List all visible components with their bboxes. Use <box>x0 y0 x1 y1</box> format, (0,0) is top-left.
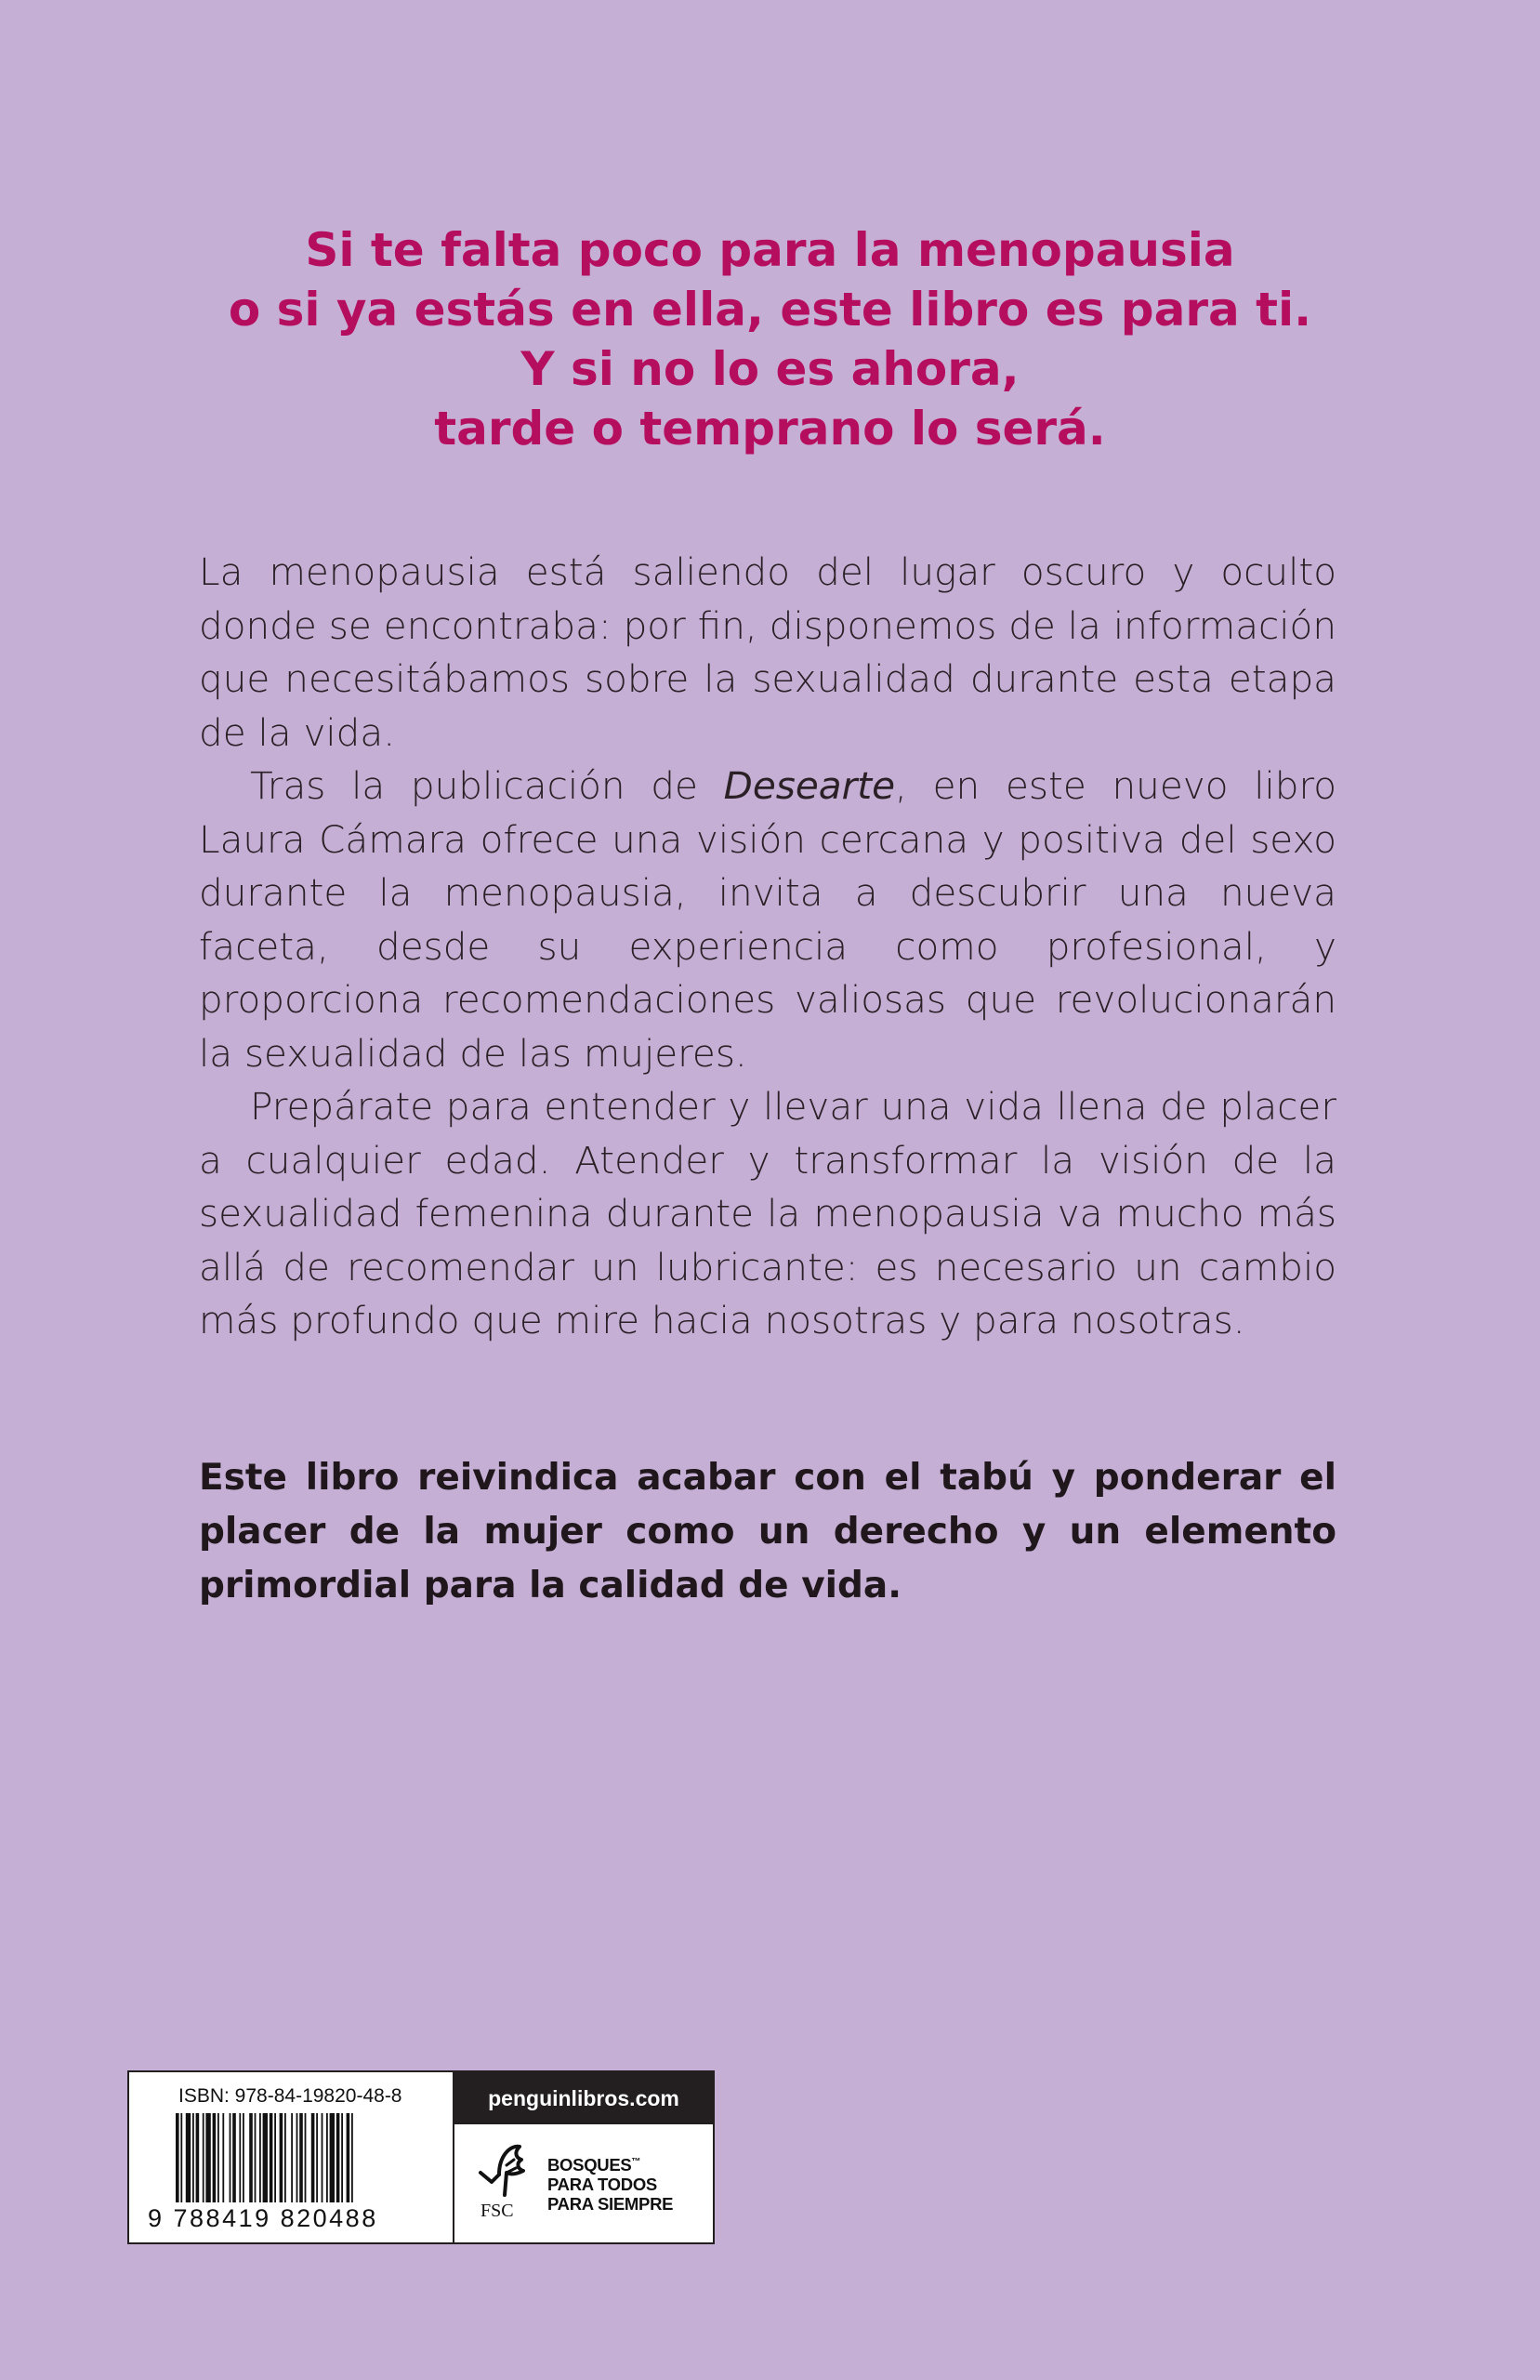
ean-digits: 9 788419 820488 <box>148 2204 378 2232</box>
fsc-label: FSC <box>480 2201 514 2221</box>
headline <box>0 220 1540 458</box>
fsc-tree-icon <box>473 2137 538 2202</box>
fsc-line: PARA SIEMPRE <box>547 2194 674 2215</box>
fsc-line: BOSQUES <box>547 2155 632 2175</box>
barcode-area <box>129 2072 454 2242</box>
barcode-panel <box>127 2070 715 2244</box>
synopsis-paragraph-3: Prepárate para entender y llevar una vida llena de placer a cualquier edad. Atender y transformar la visión de la sexualidad femenina durante la menopausia va mucho más allá de recomendar un lubricante: es necesario un cambio más profundo que mire hacia nosotras y para nosotras. <box>199 1084 1336 1342</box>
fsc-certification <box>454 2124 713 2242</box>
publisher-website: penguinlibros.com <box>454 2072 713 2124</box>
isbn-label: ISBN: 978-84-19820-48-8 <box>178 2085 402 2107</box>
paragraph-text: , en este nuevo libro Laura Cámara ofrece una visión cercana y positiva del sexo durante la menopausia, invita a descubrir una nueva faceta, desde su experiencia como profesional, y proporciona recomendaciones valiosas que revolucionarán la sexualidad de las mujeres. <box>199 763 1336 1076</box>
paragraph-text: Tras la publicación de <box>250 763 724 808</box>
synopsis-paragraph-1: La menopausia está saliendo del lugar oscuro y oculto donde se encontraba: por fin, disponemos de la información que necesitábamos sobre la sexualidad durante esta etapa de la vida. <box>199 549 1336 755</box>
headline-line: o si ya estás en ella, este libro es para ti. <box>228 283 1312 337</box>
fsc-slogan <box>547 2152 673 2214</box>
headline-line: Y si no lo es ahora, <box>520 342 1020 396</box>
publisher-area <box>454 2072 713 2242</box>
barcode-bars <box>176 2113 415 2202</box>
fsc-line: PARA TODOS <box>547 2175 657 2195</box>
synopsis-paragraph-2 <box>199 760 1336 1080</box>
headline-line: Si te falta poco para la menopausia <box>305 223 1235 277</box>
synopsis <box>199 546 1336 1348</box>
book-title-desearte: Desearte <box>723 763 896 808</box>
closing-statement: Este libro reivindica acabar con el tabú y ponderar el placer de la mujer como un derecho y un elemento primordial para la calidad de vida. <box>199 1457 1336 1606</box>
trademark-symbol: ™ <box>631 2157 641 2167</box>
headline-line: tarde o temprano lo será. <box>434 402 1106 456</box>
